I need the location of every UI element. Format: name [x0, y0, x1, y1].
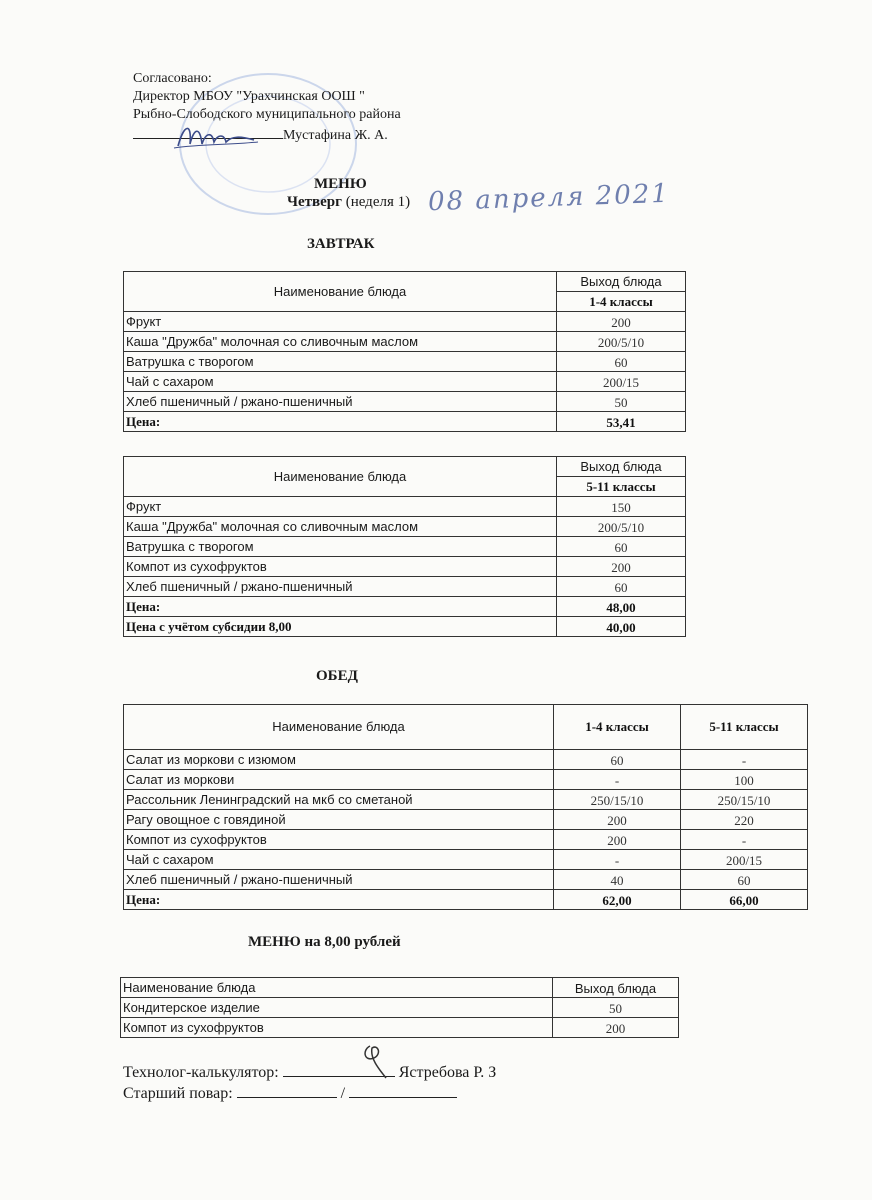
- price-1-4: 62,00: [554, 890, 681, 910]
- dish-name: Хлеб пшеничный / ржано-пшеничный: [124, 392, 557, 412]
- dish-output: 200: [557, 557, 686, 577]
- day-name: Четверг: [287, 194, 342, 210]
- technologist-signature-line: [283, 1062, 395, 1077]
- dish-name: Каша "Дружба" молочная со сливочным маслом: [124, 517, 557, 537]
- signature-underline: [133, 124, 283, 139]
- day-line: [287, 194, 410, 211]
- dish-output: 150: [557, 497, 686, 517]
- col-output: Выход блюда: [553, 978, 679, 998]
- table-row: [124, 517, 686, 537]
- table-row: [124, 497, 686, 517]
- dish-output-5-11: 60: [681, 870, 808, 890]
- col-class-5-11: 5-11 классы: [681, 705, 808, 750]
- col-dish-name: Наименование блюда: [124, 705, 554, 750]
- table-row: [124, 332, 686, 352]
- dish-name: Каша "Дружба" молочная со сливочным маслом: [124, 332, 557, 352]
- dish-output: 60: [557, 352, 686, 372]
- table-row: [124, 790, 808, 810]
- dish-output: 200: [557, 312, 686, 332]
- table-row: [124, 750, 808, 770]
- table-row: [124, 372, 686, 392]
- price-label: Цена:: [124, 890, 554, 910]
- dish-name: Салат из моркови с изюмом: [124, 750, 554, 770]
- dish-output: 200/5/10: [557, 332, 686, 352]
- technologist-line: [123, 1062, 496, 1082]
- dish-output: 60: [557, 577, 686, 597]
- table-row: [124, 770, 808, 790]
- dish-output: 200/5/10: [557, 517, 686, 537]
- dish-output: 50: [557, 392, 686, 412]
- dish-output-5-11: -: [681, 750, 808, 770]
- table-row: [121, 1018, 679, 1038]
- dish-output-1-4: 250/15/10: [554, 790, 681, 810]
- table-row: [124, 392, 686, 412]
- col-output: Выход блюда: [557, 457, 686, 477]
- dish-name: Чай с сахаром: [124, 372, 557, 392]
- table-row: [124, 352, 686, 372]
- price-5-11: 66,00: [681, 890, 808, 910]
- dish-output-1-4: -: [554, 770, 681, 790]
- dish-name: Рассольник Ленинградский на мкб со сметаной: [124, 790, 554, 810]
- price-row: [124, 597, 686, 617]
- dish-name: Рагу овощное с говядиной: [124, 810, 554, 830]
- price-value: 53,41: [557, 412, 686, 432]
- dish-name: Компот из сухофруктов: [121, 1018, 553, 1038]
- dish-name: Чай с сахаром: [124, 850, 554, 870]
- dish-name: Хлеб пшеничный / ржано-пшеничный: [124, 577, 557, 597]
- menu8-table: [120, 977, 679, 1038]
- dish-output-1-4: 200: [554, 830, 681, 850]
- approval-position: Директор МБОУ "Урахчинская ООШ ": [133, 89, 365, 104]
- dish-output-1-4: 60: [554, 750, 681, 770]
- table-row: [121, 998, 679, 1018]
- subsidy-label: Цена с учётом субсидии 8,00: [124, 617, 557, 637]
- col-output: Выход блюда: [557, 272, 686, 292]
- dish-output-5-11: -: [681, 830, 808, 850]
- approval-block: [133, 70, 401, 145]
- table-row: [124, 557, 686, 577]
- price-row: [124, 412, 686, 432]
- table-row: [124, 850, 808, 870]
- dish-output-5-11: 100: [681, 770, 808, 790]
- cook-slash: /: [340, 1085, 346, 1102]
- dish-output-5-11: 200/15: [681, 850, 808, 870]
- dish-output-1-4: 200: [554, 810, 681, 830]
- dish-output: 50: [553, 998, 679, 1018]
- dish-name: Ватрушка с творогом: [124, 537, 557, 557]
- dish-name: Салат из моркови: [124, 770, 554, 790]
- cook-line: [123, 1083, 457, 1103]
- col-dish-name: Наименование блюда: [124, 272, 557, 312]
- menu8-title: МЕНЮ на 8,00 рублей: [248, 934, 401, 950]
- dish-output-1-4: 40: [554, 870, 681, 890]
- table-row: [124, 870, 808, 890]
- handwritten-date: 08 апреля 2021: [427, 178, 671, 218]
- cook-label: Старший повар:: [123, 1085, 233, 1102]
- approval-district: Рыбно-Слободского муниципального района: [133, 107, 401, 122]
- cook-signature-line: [237, 1083, 337, 1098]
- price-row: [124, 890, 808, 910]
- table-row: [124, 312, 686, 332]
- dish-name: Ватрушка с творогом: [124, 352, 557, 372]
- dish-output: 60: [557, 537, 686, 557]
- dish-name: Компот из сухофруктов: [124, 830, 554, 850]
- breakfast-table-5-11: [123, 456, 686, 637]
- col-dish-name: Наименование блюда: [124, 457, 557, 497]
- dish-output-5-11: 220: [681, 810, 808, 830]
- col-class-1-4: 1-4 классы: [554, 705, 681, 750]
- technologist-name: Ястребова Р. З: [398, 1064, 497, 1081]
- class-group: 1-4 классы: [557, 292, 686, 312]
- approval-signature-line: [133, 124, 401, 145]
- subsidy-row: [124, 617, 686, 637]
- table-row: [124, 577, 686, 597]
- dish-output: 200: [553, 1018, 679, 1038]
- table-row: [124, 830, 808, 850]
- approval-signer: Мустафина Ж. А.: [283, 128, 388, 143]
- subsidy-price: 40,00: [557, 617, 686, 637]
- technologist-label: Технолог-калькулятор:: [123, 1064, 279, 1081]
- week-number: (неделя 1): [345, 194, 411, 210]
- dish-output-5-11: 250/15/10: [681, 790, 808, 810]
- approval-heading: Согласовано:: [133, 71, 212, 86]
- price-label: Цена:: [124, 412, 557, 432]
- breakfast-title: ЗАВТРАК: [307, 236, 375, 252]
- table-row: [124, 537, 686, 557]
- dish-name: Фрукт: [124, 497, 557, 517]
- lunch-title: ОБЕД: [316, 668, 358, 684]
- price-value: 48,00: [557, 597, 686, 617]
- table-row: [124, 810, 808, 830]
- breakfast-table-1-4: [123, 271, 686, 432]
- dish-name: Фрукт: [124, 312, 557, 332]
- menu-title: МЕНЮ: [314, 176, 367, 192]
- class-group: 5-11 классы: [557, 477, 686, 497]
- lunch-table: [123, 704, 808, 910]
- price-label: Цена:: [124, 597, 557, 617]
- dish-output: 200/15: [557, 372, 686, 392]
- dish-name: Хлеб пшеничный / ржано-пшеничный: [124, 870, 554, 890]
- dish-name: Кондитерское изделие: [121, 998, 553, 1018]
- dish-output-1-4: -: [554, 850, 681, 870]
- dish-name: Компот из сухофруктов: [124, 557, 557, 577]
- col-dish-name: Наименование блюда: [121, 978, 553, 998]
- cook-name-line: [349, 1083, 457, 1098]
